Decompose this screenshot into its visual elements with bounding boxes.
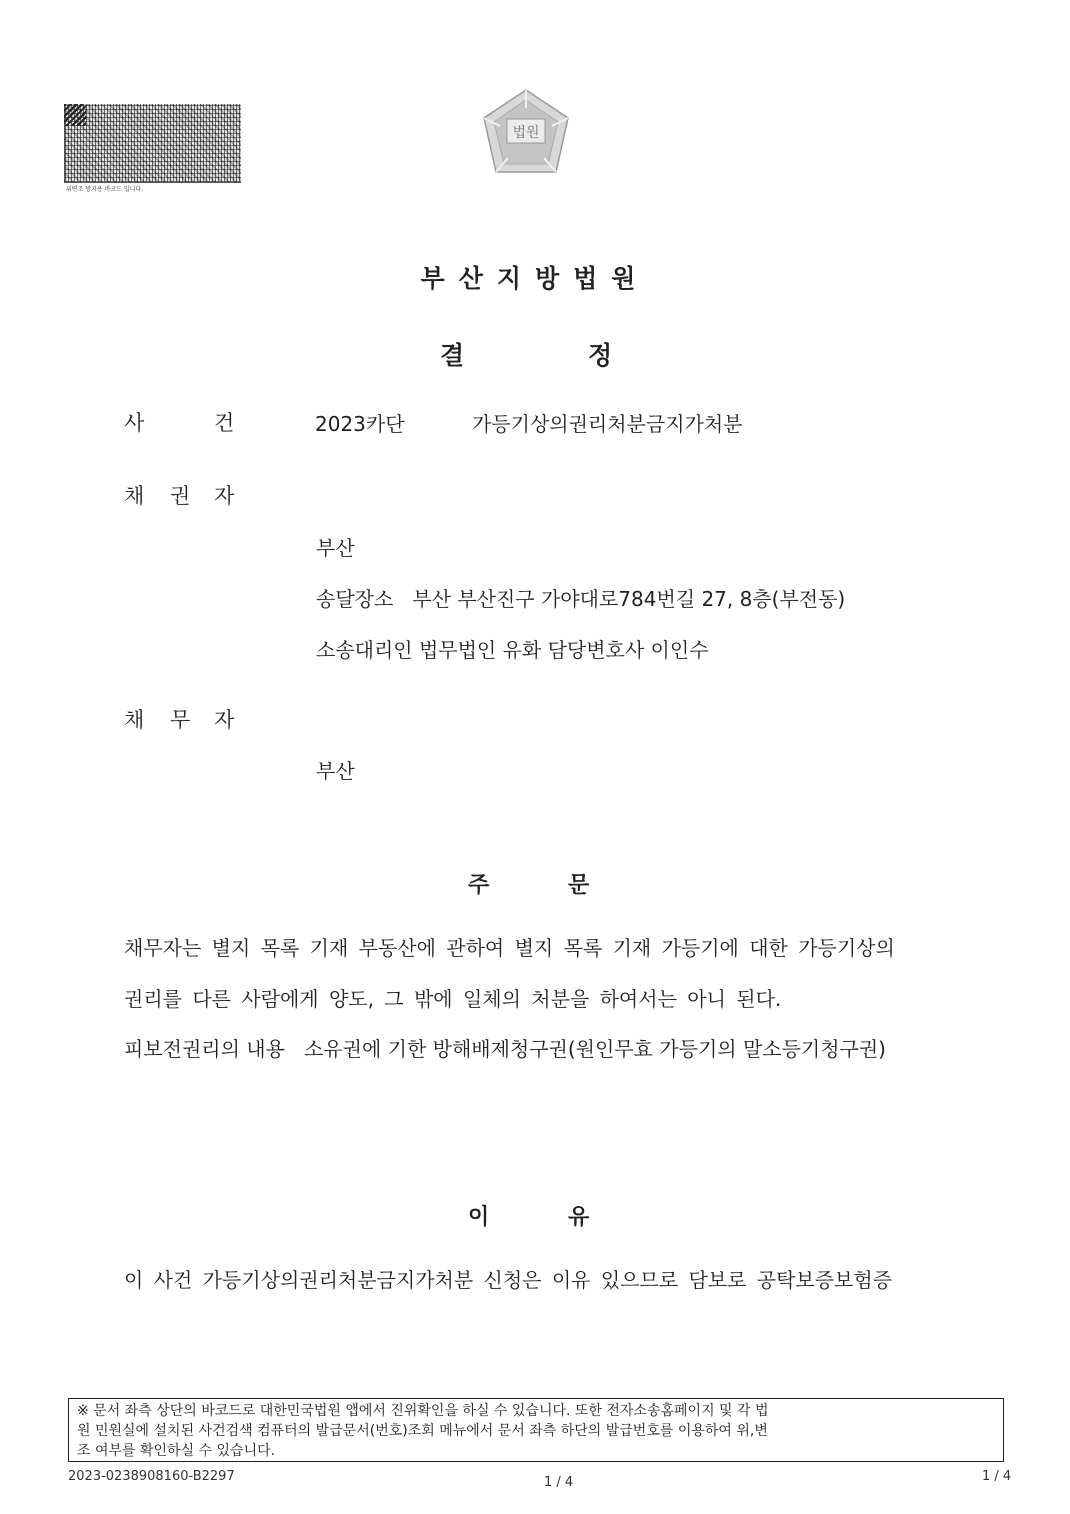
order-line-2: 권리를 다른 사람에게 양도, 그 밖에 일체의 처분을 하여서는 아니 된다. (124, 987, 782, 1011)
debtor-name: 부산 (316, 759, 355, 783)
debtor-label-char-1: 채 (124, 708, 145, 732)
page-number-center: 1 / 4 (544, 1475, 574, 1490)
order-heading-char-1: 주 (468, 873, 490, 898)
notice-line-3: 조 여부를 확인하실 수 있습니다. (77, 1443, 276, 1459)
court-name: 부산지방법원 (420, 264, 650, 293)
creditor-attorney: 소송대리인 법무법인 유화 담당변호사 이인수 (316, 638, 709, 662)
barcode-corner-mark (64, 104, 86, 126)
seal-label: 법원 (512, 125, 540, 141)
debtor-label-char-3: 자 (214, 708, 235, 732)
case-label-char-1: 사 (124, 411, 145, 435)
creditor-label-char-1: 채 (124, 484, 145, 508)
order-heading-char-2: 문 (568, 873, 590, 898)
doc-type-char-2: 정 (588, 341, 613, 370)
reason-heading-char-1: 이 (468, 1205, 490, 1230)
creditor-label-char-3: 자 (214, 484, 235, 508)
court-seal-emblem (476, 86, 576, 178)
issue-number: 2023-0238908160-B2297 (68, 1469, 235, 1484)
case-name: 가등기상의권리처분금지가처분 (472, 412, 743, 436)
reason-line-1: 이 사건 가등기상의권리처분금지가처분 신청은 이유 있으므로 담보로 공탁보증보험증 (124, 1268, 893, 1292)
reason-heading-char-2: 유 (568, 1205, 590, 1230)
barcode-caption: 위변조 방지용 바코드 입니다. (66, 186, 144, 193)
verification-notice-box (68, 1398, 1004, 1462)
creditor-name: 부산 (316, 536, 355, 560)
page-number-right: 1 / 4 (982, 1469, 1012, 1484)
order-line-3: 피보전권리의 내용 소유권에 기한 방해배제청구권(원인무효 가등기의 말소등기청구권) (124, 1037, 886, 1061)
case-label-char-2: 건 (214, 411, 235, 435)
creditor-service-address: 송달장소 부산 부산진구 가야대로784번길 27, 8층(부전동) (316, 587, 846, 611)
notice-line-1: ※ 문서 좌측 상단의 바코드로 대한민국법원 앱에서 진위확인을 하실 수 있습니다. 또한 전자소송홈페이지 및 각 법 (77, 1403, 769, 1419)
case-number: 2023카단 (315, 412, 405, 436)
notice-line-2: 원 민원실에 설치된 사건검색 컴퓨터의 발급문서(번호)조회 메뉴에서 문서 좌측 하단의 발급번호를 이용하여 위,변 (77, 1423, 768, 1439)
doc-type-char-1: 결 (440, 341, 465, 370)
debtor-label-char-2: 무 (170, 708, 191, 732)
anti-forgery-barcode (64, 104, 241, 183)
order-line-1: 채무자는 별지 목록 기재 부동산에 관하여 별지 목록 기재 가등기에 대한 가등기상의 (124, 936, 895, 960)
creditor-label-char-2: 권 (170, 484, 191, 508)
